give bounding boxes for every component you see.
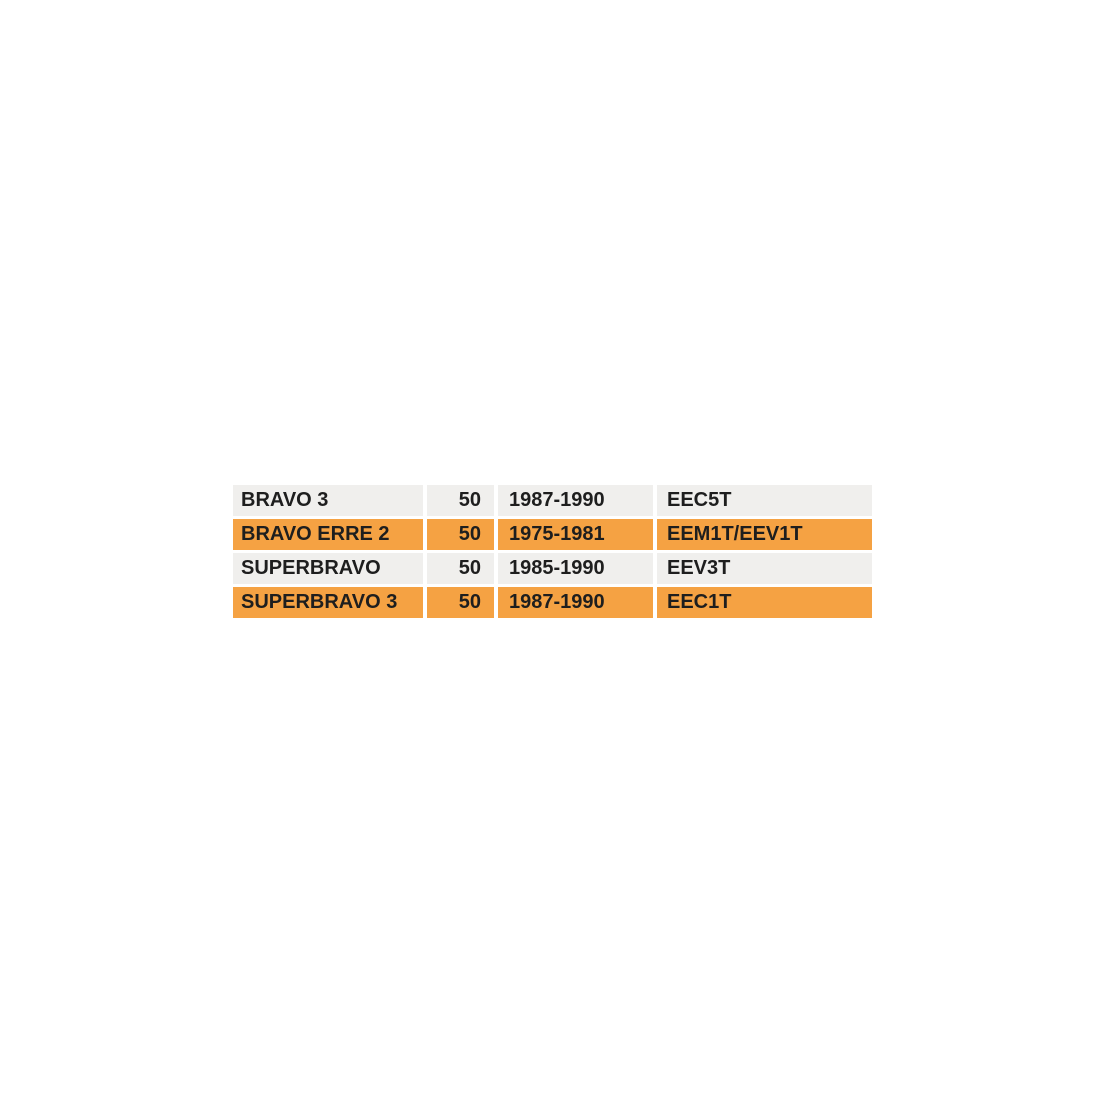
cell-code: EEV3T — [657, 553, 872, 584]
cell-displacement: 50 — [427, 587, 494, 618]
cell-years: 1987-1990 — [498, 587, 653, 618]
cell-displacement: 50 — [427, 519, 494, 550]
fitment-table — [233, 485, 872, 618]
cell-code: EEC1T — [657, 587, 872, 618]
cell-displacement: 50 — [427, 485, 494, 516]
cell-years: 1985-1990 — [498, 553, 653, 584]
cell-displacement: 50 — [427, 553, 494, 584]
cell-model: SUPERBRAVO — [233, 553, 423, 584]
cell-model: SUPERBRAVO 3 — [233, 587, 423, 618]
cell-years: 1975-1981 — [498, 519, 653, 550]
cell-years: 1987-1990 — [498, 485, 653, 516]
cell-model: BRAVO 3 — [233, 485, 423, 516]
cell-code: EEM1T/EEV1T — [657, 519, 872, 550]
cell-code: EEC5T — [657, 485, 872, 516]
cell-model: BRAVO ERRE 2 — [233, 519, 423, 550]
